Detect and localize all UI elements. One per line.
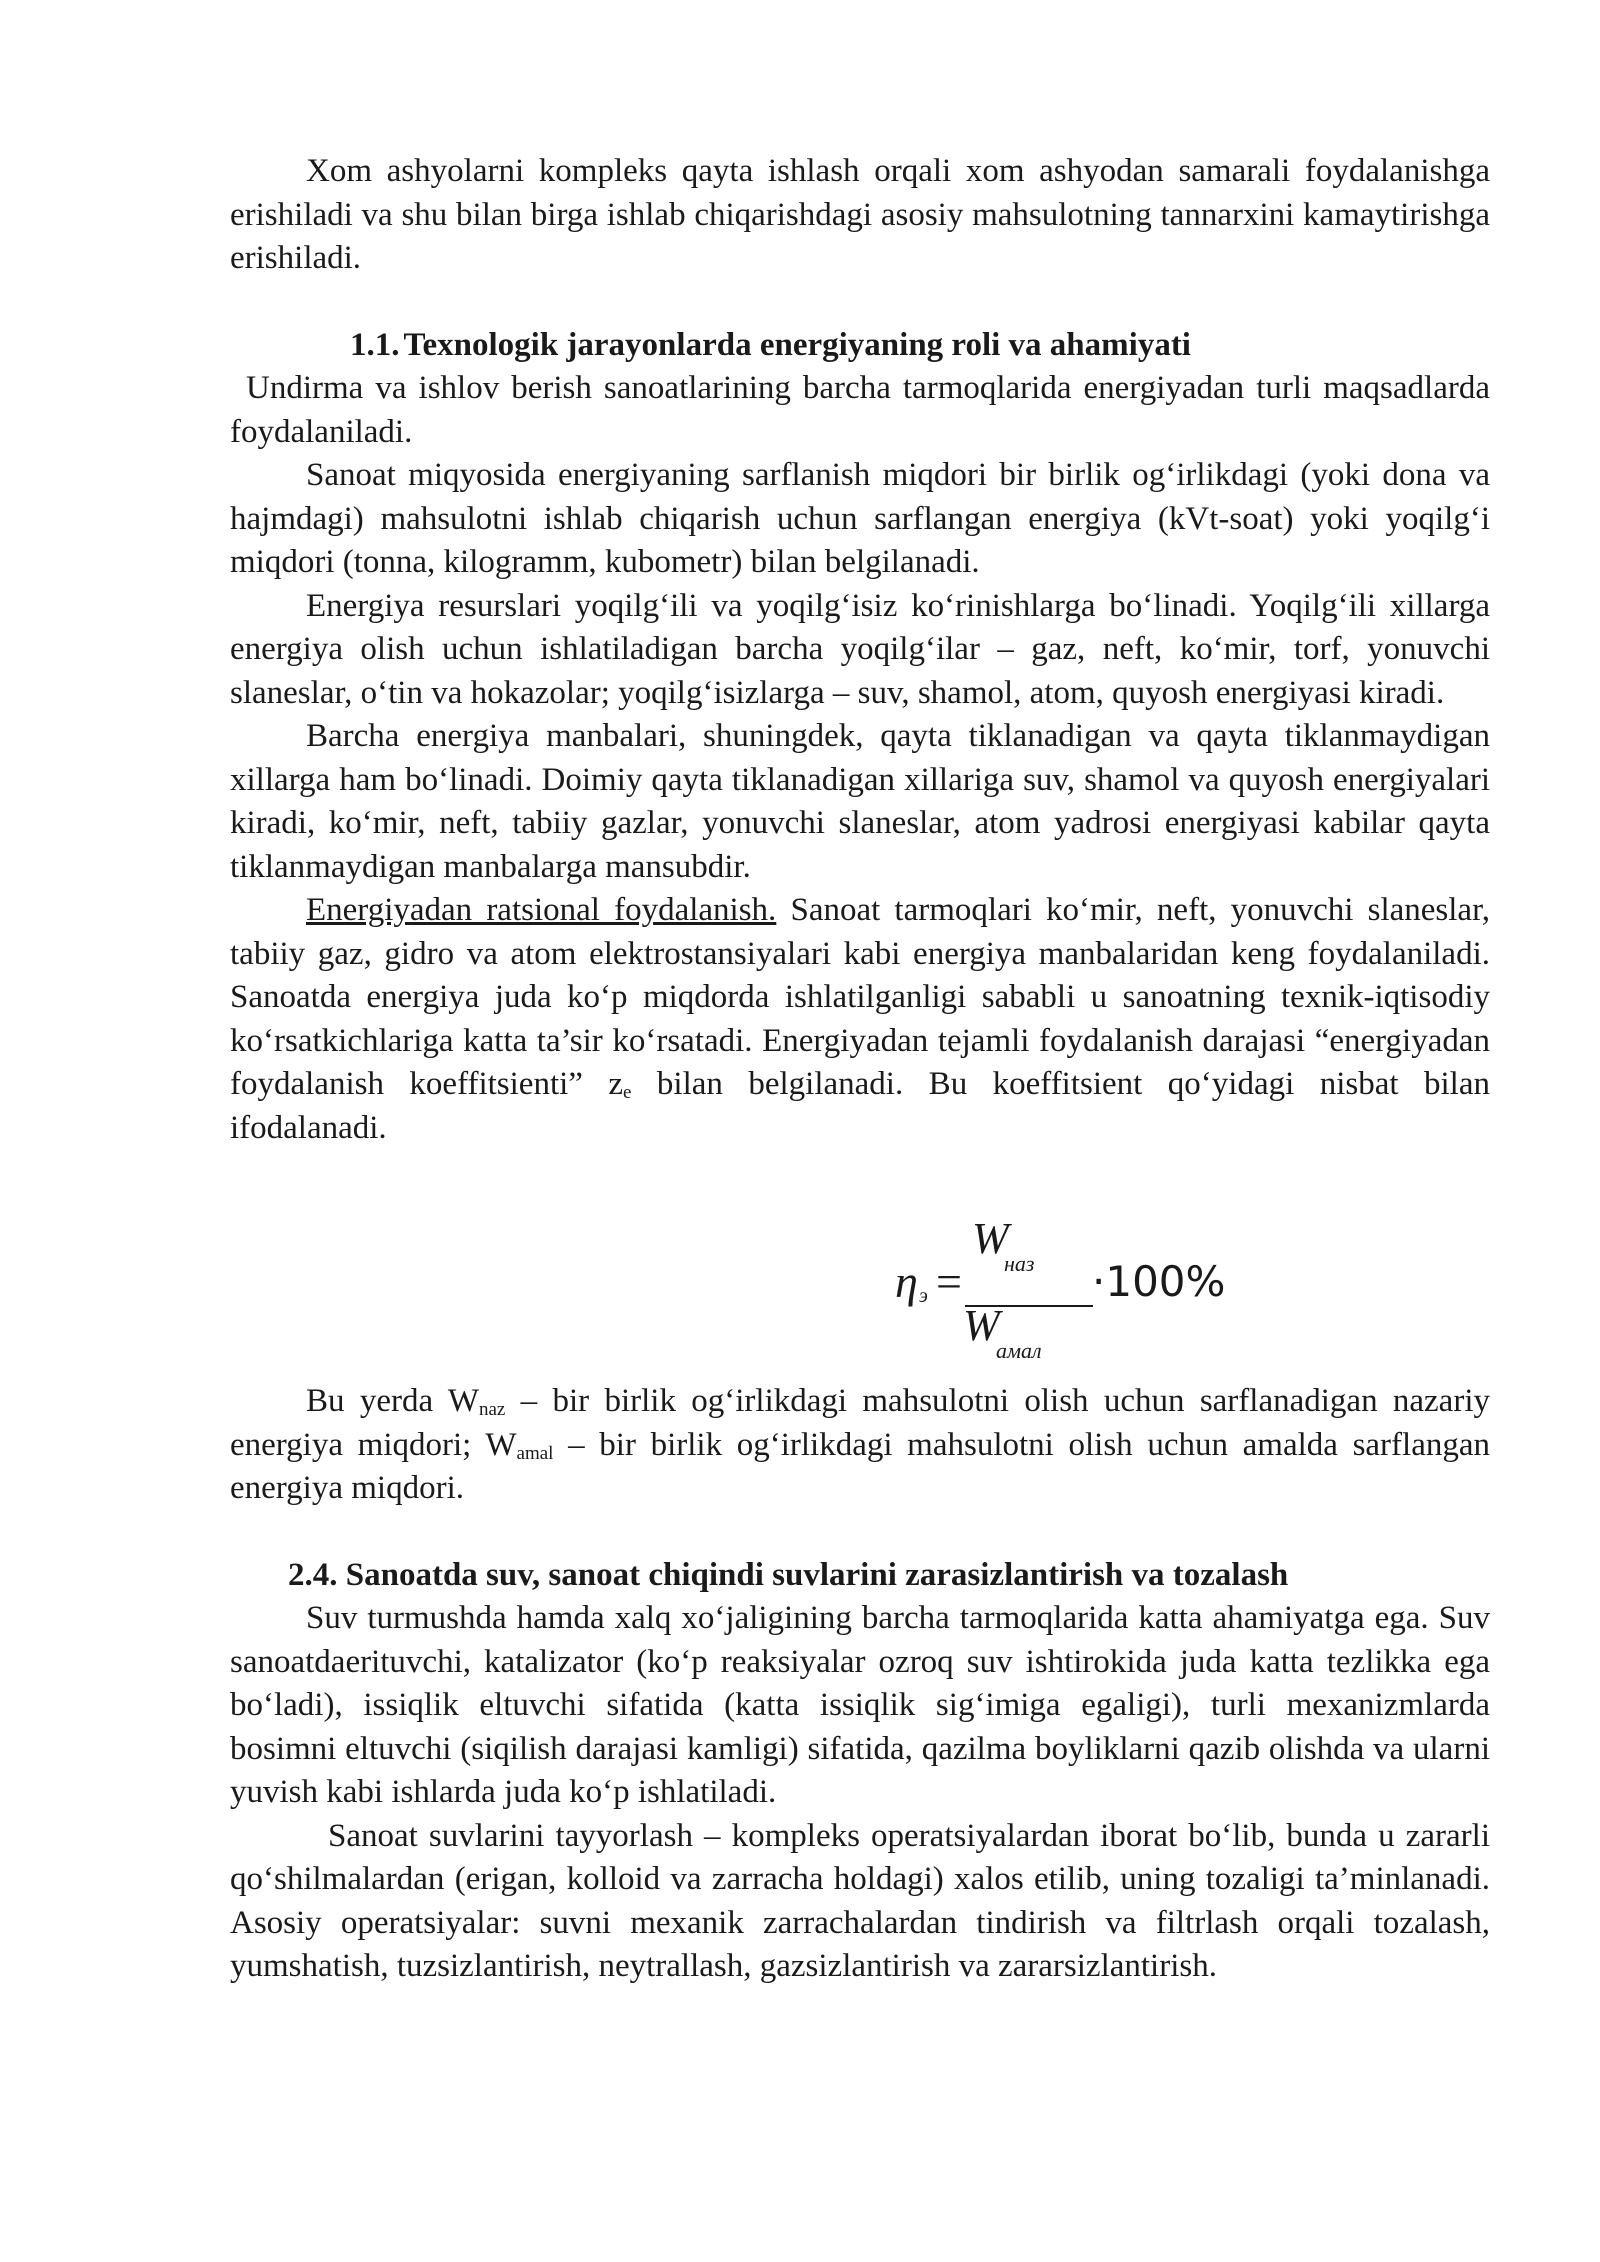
paragraph-energiya-resurslari: Energiya resurslari yoqilg‘ili va yoqilg‘isiz ko‘rinishlarga bo‘linadi. Yoqilg‘ili xillarga energiya olish uchun ishlatiladigan barcha yoqilg‘ilar – gaz, neft, ko‘mir, torf, yonuvchi slaneslar, o‘tin va hokazolar; yoqilg‘isizlarga – suv, shamol, atom, quyosh energiyasi kiradi. bbox=[230, 587, 1490, 711]
document-page bbox=[230, 150, 1490, 1989]
eta-subscript: э bbox=[919, 1285, 928, 1307]
text: – bir birlik og‘irlikdagi mahsulotni olish uchun sarflanadigan nazariy energiya miqdori; W bbox=[230, 1383, 1490, 1463]
paragraph-ratsional bbox=[230, 889, 1490, 1150]
section-number: 1.1. bbox=[350, 326, 400, 363]
spacer bbox=[230, 1511, 1490, 1554]
denominator-symbol: W bbox=[963, 1301, 1000, 1350]
paragraph-text-end: bilan belgilanadi. Bu koeffitsient qo‘yidagi nisbat bilan ifodalanadi. bbox=[230, 1066, 1490, 1146]
text: Bu yerda W bbox=[306, 1383, 479, 1419]
formula-block bbox=[230, 1205, 1490, 1380]
percent-factor: ·100% bbox=[1092, 1257, 1226, 1306]
paragraph-barcha-energiya: Barcha energiya manbalari, shuningdek, qayta tiklanadigan va qayta tiklanmaydigan xillarga ham bo‘linadi. Doimiy qayta tiklanadigan xillariga suv, shamol va quyosh energiyalari kiradi, ko‘mir, neft, tabiiy gazlar, yonuvchi slaneslar, atom yadrosi energiyasi kabilar qayta tiklanmaydigan manbalarga mansubdir. bbox=[230, 718, 1490, 885]
paragraph-suv-turmushda: Suv turmushda hamda xalq xo‘jaligining barcha tarmoqlarida katta ahamiyatga ega. Suv sanoatdaerituvchi, katalizator (ko‘p reaksiyalar ozroq suv ishtirokida juda katta tezlikka ega bo‘ladi), issiqlik eltuvchi sifatida (katta issiqlik sig‘imiga egaligi), turli mexanizmlarda bosimni eltuvchi (siqilish darajasi kamligi) sifatida, qazilma boyliklarni qazib olishda va ularni yuvish kabi ishlarda juda ko‘p ishlatiladi. bbox=[230, 1600, 1490, 1810]
paragraph-text: Sanoat tarmoqlari ko‘mir, neft, yonuvchi slaneslar, tabiiy gaz, gidro va atom elektrostansiyalari kabi energiya manbalaridan keng foydalaniladi. Sanoatda energiya juda ko‘p miqdorda ishlatilganligi sababli u sanoatning texnik-iqtisodiy ko‘rsatkichlariga katta ta’sir ko‘rsatadi. Energiyadan tejamli foydalanish darajasi “energiyadan foydalanish koeffitsienti” z bbox=[230, 892, 1490, 1102]
paragraph-bu-yerda bbox=[230, 1380, 1490, 1511]
intro-paragraph: Xom ashyolarni kompleks qayta ishlash orqali xom ashyodan samarali foydalanishga erishiladi va shu bilan birga ishlab chiqarishdagi asosiy mahsulotning tannarxini kamaytirishga erishiladi. bbox=[230, 153, 1490, 276]
equals-sign: = bbox=[936, 1256, 962, 1307]
subscript-naz: naz bbox=[478, 1399, 506, 1420]
efficiency-formula bbox=[660, 1214, 1226, 1363]
denominator-subscript: амал bbox=[996, 1338, 1042, 1363]
eta-symbol: η bbox=[895, 1256, 918, 1307]
subscript: e bbox=[623, 1082, 632, 1103]
paragraph-undirma: Undirma va ishlov berish sanoatlarining barcha tarmoqlarida energiyadan turli maqsadlarda foydalaniladi. bbox=[230, 370, 1490, 450]
paragraph-sanoat-suvlarini: Sanoat suvlarini tayyorlash – kompleks operatsiyalardan iborat bo‘lib, bunda u zararli qo‘shilmalardan (erigan, kolloid va zarracha holdagi) xalos etilib, uning tozaligi ta’minlanadi. Asosiy operatsiyalar: suvni mexanik zarrachalardan tindirish va filtrlash orqali tozalash, yumshatish, tuzsizlantirish, neytrallash, gazsizlantirish va zararsizlantirish. bbox=[230, 1817, 1490, 1984]
section-title: Texnologik jarayonlarda energiyaning roli va ahamiyati bbox=[403, 326, 1191, 363]
section-heading-1-1 bbox=[230, 324, 1490, 368]
numerator-subscript: наз bbox=[1004, 1251, 1035, 1276]
numerator-symbol: W bbox=[972, 1214, 1009, 1263]
underlined-term: Energiyadan ratsional foydalanish. bbox=[306, 892, 777, 928]
text: – bir birlik og‘irlikdagi mahsulotni olish uchun amalda sarflangan energiya miqdori. bbox=[230, 1426, 1490, 1506]
paragraph-sanoat-miqyosida: Sanoat miqyosida energiyaning sarflanish miqdori bir birlik og‘irlikdagi (yoki dona va hajmdagi) mahsulotni ishlab chiqarish uchun sarflangan energiya (kVt-soat) yoki yoqilg‘i miqdori (tonna, kilogramm, kubometr) bilan belgilanadi. bbox=[230, 457, 1490, 580]
section-heading-2-4: 2.4. Sanoatda suv, sanoat chiqindi suvlarini zarasizlantirish va tozalash bbox=[288, 1556, 1289, 1593]
spacer bbox=[230, 281, 1490, 324]
subscript-amal: amal bbox=[516, 1442, 554, 1464]
